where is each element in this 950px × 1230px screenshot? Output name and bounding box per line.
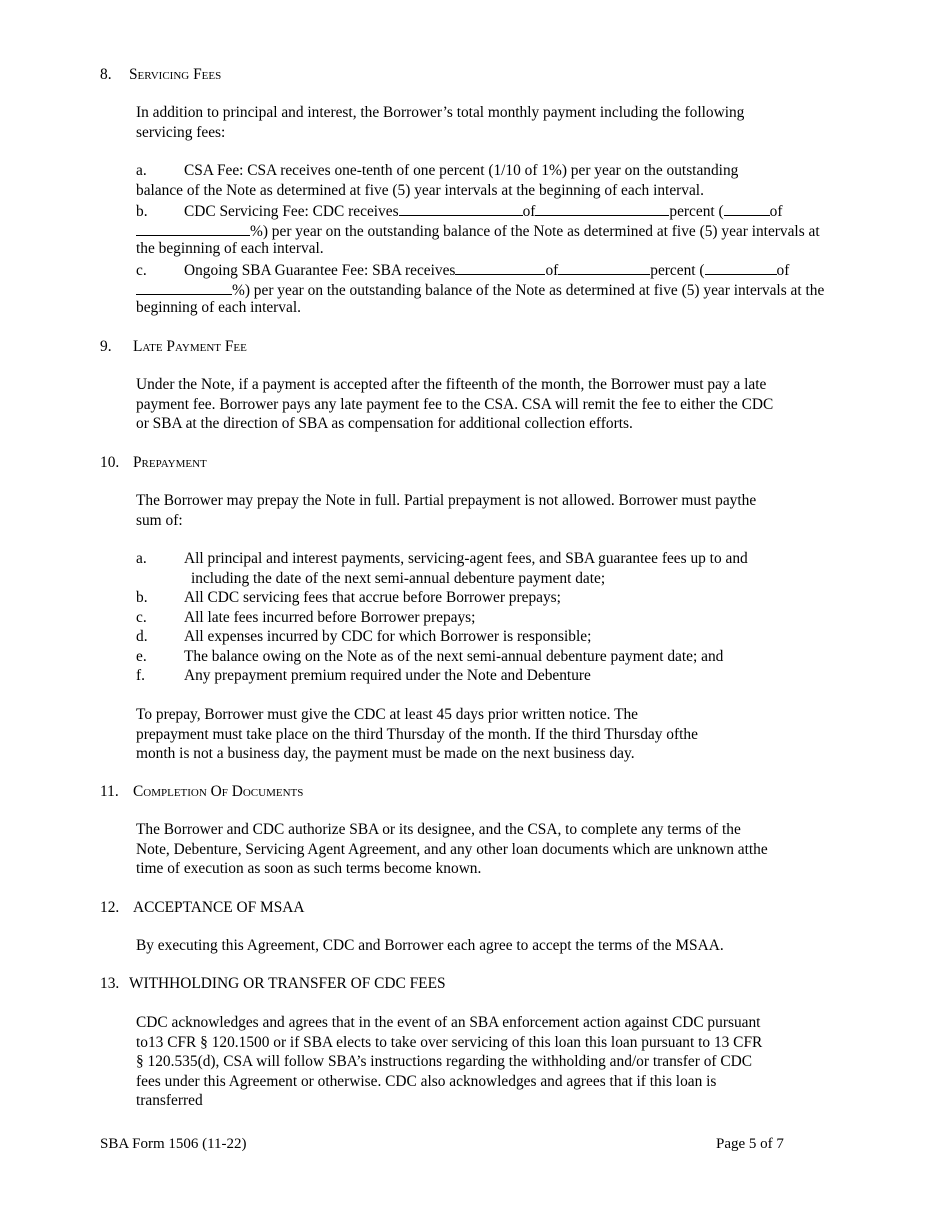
item-letter: b. [136,203,148,220]
section-12-heading [100,898,305,918]
item-text: of [545,262,559,279]
item-text: Ongoing SBA Guarantee Fee: SBA receives [184,262,456,279]
item-letter: c. [136,608,147,626]
section-title: Prepayment [133,454,207,471]
section-11-body [136,820,856,879]
item-letter: a. [136,550,147,567]
section-title: Late Payment Fee [133,338,247,355]
section-number: 10. [100,454,120,471]
fee-item-c [136,259,896,318]
text-line: To prepay, Borrower must give the CDC at least 45 days prior written notice. The [136,706,638,723]
item-text: All principal and interest payments, servicing-agent fees, and SBA guarantee fees up to and [184,550,748,567]
section-9-heading [100,337,247,357]
item-text: percent ( [669,203,724,220]
item-text: %) per year on the outstanding balance of the Note as determined at five (5) year intervals at [250,222,820,240]
item-text: of [776,262,790,279]
item-text: CSA Fee: CSA receives one-tenth of one percent (1/10 of 1%) per year on the outstanding [184,162,739,179]
text-line: time of execution as soon as such terms become known. [136,860,482,877]
text-line: transferred [136,1092,203,1109]
text-line: month is not a business day, the payment must be made on the next business day. [136,745,635,762]
item-text: including the date of the next semi-annual debenture payment date; [191,569,606,587]
item-letter: d. [136,628,148,645]
section-13-heading [100,974,446,994]
item-text: CDC Servicing Fee: CDC receives [184,203,399,220]
list-item [136,588,896,608]
page-number: Page 5 of 7 [716,1136,784,1152]
item-letter: f. [136,667,145,684]
text-line: Under the Note, if a payment is accepted after the fifteenth of the month, the Borrower must pay a late [136,376,767,393]
section-11-heading [100,782,303,802]
section-13-body [136,1013,856,1111]
section-title: Servicing Fees [129,66,222,83]
section-number: 8. [100,66,112,83]
text-line: CDC acknowledges and agrees that in the event of an SBA enforcement action against CDC pursuant [136,1014,761,1031]
text-line: payment fee. Borrower pays any late payment fee to the CSA. CSA will remit the fee to either the CDC [136,395,774,413]
item-text: balance of the Note as determined at five (5) year intervals at the beginning of each interval. [136,181,704,199]
list-item [136,647,896,667]
text-line: By executing this Agreement, CDC and Borrower each agree to accept the terms of the MSAA. [136,937,724,954]
item-text: All late fees incurred before Borrower prepays; [184,608,476,626]
section-12-body [136,936,856,956]
fee-item-a [136,161,896,200]
blank-field[interactable] [455,259,545,275]
text-line: § 120.535(d), CSA will follow SBA’s instructions regarding the withholding and/or transfer of CDC [136,1053,753,1070]
item-text: %) per year on the outstanding balance of the Note as determined at five (5) year intervals at the [232,281,825,299]
list-item [136,666,896,686]
item-letter: b. [136,589,148,606]
section-10-heading [100,453,207,473]
text-line: In addition to principal and interest, the Borrower’s total monthly payment including the following [136,104,745,121]
fee-item-b [136,200,896,259]
item-text: beginning of each interval. [136,299,301,316]
text-line: sum of: [136,511,183,529]
text-line: servicing fees: [136,123,226,141]
blank-field[interactable] [535,200,669,216]
text-line: to13 CFR § 120.1500 or if SBA elects to take over servicing of this loan this loan pursuant to 13 CFR [136,1033,763,1051]
item-text: percent ( [650,262,705,279]
blank-field[interactable] [136,220,250,236]
section-9-body [136,375,856,434]
blank-field[interactable] [724,200,770,216]
section-8-heading [100,65,221,85]
text-line: or SBA at the direction of SBA as compensation for additional collection efforts. [136,415,633,432]
section-title: Completion Of Documents [133,783,304,800]
item-text: All CDC servicing fees that accrue before Borrower prepays; [184,589,561,606]
item-text: of [522,203,536,220]
item-text: The balance owing on the Note as of the next semi-annual debenture payment date; and [184,647,724,665]
item-letter: e. [136,647,147,665]
blank-field[interactable] [705,259,777,275]
prepayment-list [136,549,896,686]
section-number: 13. [100,975,120,992]
blank-field[interactable] [399,200,523,216]
item-letter: c. [136,262,147,279]
list-item [136,627,896,647]
section-10-intro [136,491,856,530]
list-item [136,608,896,628]
list-item [136,549,896,569]
item-letter: a. [136,162,147,179]
section-title: ACCEPTANCE OF MSAA [133,899,305,916]
text-line: fees under this Agreement or otherwise. CDC also acknowledges and agrees that if this loan is [136,1072,717,1090]
section-number: 9. [100,338,112,355]
text-line: The Borrower and CDC authorize SBA or its designee, and the CSA, to complete any terms of the [136,821,741,838]
item-text: Any prepayment premium required under the Note and Debenture [184,667,591,684]
text-line: The Borrower may prepay the Note in full. Partial prepayment is not allowed. Borrower must paythe [136,492,757,509]
blank-field[interactable] [558,259,650,275]
section-number: 11. [100,783,119,800]
form-number: SBA Form 1506 (11-22) [100,1136,247,1152]
section-title: WITHHOLDING OR TRANSFER OF CDC FEES [129,975,446,992]
section-number: 12. [100,899,120,916]
section-10-closing [136,705,856,764]
item-text: the beginning of each interval. [136,240,324,257]
item-text: All expenses incurred by CDC for which Borrower is responsible; [184,628,592,645]
text-line: prepayment must take place on the third Thursday of the month. If the third Thursday ofthe [136,725,698,743]
section-8-intro [136,103,856,142]
text-line: Note, Debenture, Servicing Agent Agreement, and any other loan documents which are unknown atthe [136,840,768,858]
item-text: of [769,203,783,220]
blank-field[interactable] [136,279,232,295]
